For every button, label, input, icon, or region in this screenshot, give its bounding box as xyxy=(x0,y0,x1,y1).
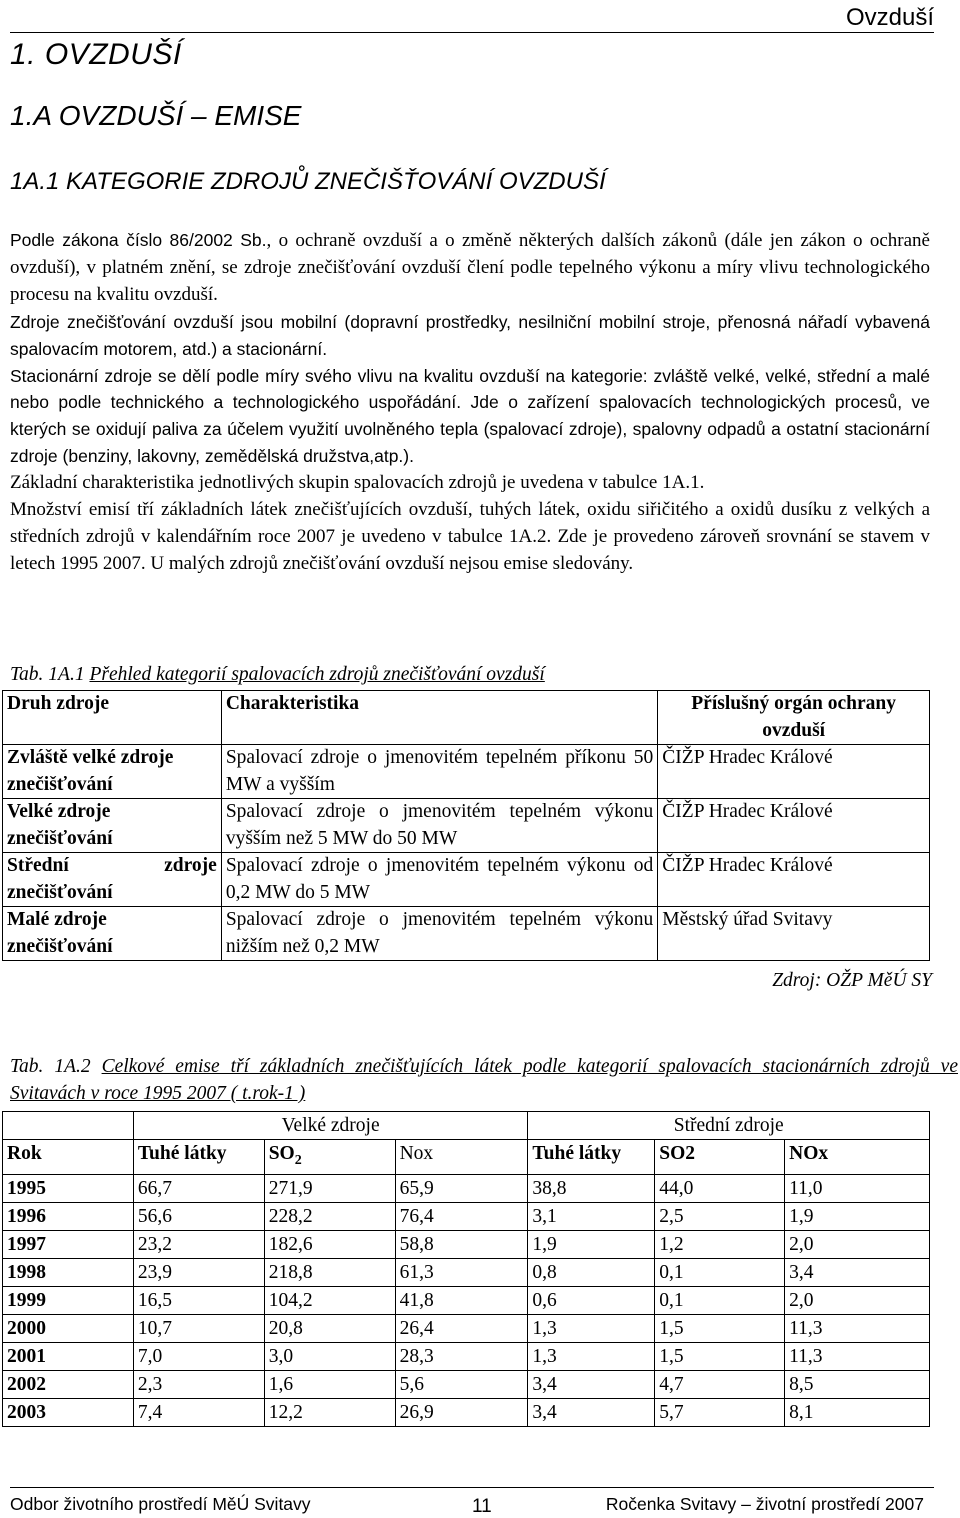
table-cell: 1,2 xyxy=(655,1230,785,1258)
table-cell: 0,8 xyxy=(528,1258,655,1286)
table-cell: 1,3 xyxy=(528,1314,655,1342)
table-cell: 11,3 xyxy=(785,1342,930,1370)
so2-subscript: 2 xyxy=(294,1152,302,1168)
table-cell: Zvláště velké zdroje znečišťování xyxy=(3,745,222,799)
table-cell: 0,1 xyxy=(655,1286,785,1314)
table-cell: 182,6 xyxy=(264,1230,395,1258)
table-cell: 2,0 xyxy=(785,1230,930,1258)
paragraph-4: Základní charakteristika jednotlivých skupin spalovacích zdrojů je uvedena v tabulce 1A.1. xyxy=(10,472,705,494)
table-cell: 10,7 xyxy=(133,1314,264,1342)
paragraph-5: Množství emisí tří základních látek znečišťujících ovzduší, tuhých látek, oxidu siřičitého a oxidů dusíku z velkých a středních zdrojů v kalendářním roce 2007 je uvedeno v tabulce 1A.2. Zde je provedeno zároveň srovnání se stavem v letech 1995 2007. U malých zdrojů znečišťování ovzduší nejsou emise sledovány. xyxy=(10,499,930,574)
table-header-row xyxy=(3,691,930,745)
table-cell: 58,8 xyxy=(395,1230,528,1258)
table-cell: 7,4 xyxy=(133,1398,264,1426)
table-row xyxy=(3,1202,930,1230)
table-cell: 1,9 xyxy=(785,1202,930,1230)
footer-rule xyxy=(10,1487,934,1488)
table-cell: 4,7 xyxy=(655,1370,785,1398)
table-cell: 12,2 xyxy=(264,1398,395,1426)
table-cell: 1,9 xyxy=(528,1230,655,1258)
table-cell: 65,9 xyxy=(395,1174,528,1202)
table-cell: 11,0 xyxy=(785,1174,930,1202)
table-cell: 3,4 xyxy=(785,1258,930,1286)
table-row xyxy=(3,1286,930,1314)
table1-caption xyxy=(10,661,545,688)
table-cell: 28,3 xyxy=(395,1342,528,1370)
table-cell: 20,8 xyxy=(264,1314,395,1342)
table-cell: 11,3 xyxy=(785,1314,930,1342)
body-text xyxy=(10,227,930,578)
table-cell: 0,1 xyxy=(655,1258,785,1286)
year-cell: 2003 xyxy=(3,1398,134,1426)
table-cell: 26,9 xyxy=(395,1398,528,1426)
table-row xyxy=(3,799,930,853)
table2-caption-text: Celkové emise tří základních znečišťujících látek podle kategorií spalovacích stacionárních zdrojů ve Svitavách v roce 1995 2007 ( t.rok-1 ) xyxy=(10,1056,958,1104)
emissions-table xyxy=(2,1111,930,1427)
table-cell: 61,3 xyxy=(395,1258,528,1286)
table-cell: 8,1 xyxy=(785,1398,930,1426)
table-header-cell: SO2 xyxy=(655,1140,785,1175)
subsection-heading: 1A.1 KATEGORIE ZDROJŮ ZNEČIŠŤOVÁNÍ OVZDUŠÍ xyxy=(10,168,606,195)
table-cell: Velké zdroje znečišťování xyxy=(3,799,222,853)
table-cell: 44,0 xyxy=(655,1174,785,1202)
table-header-cell: Druh zdroje xyxy=(3,691,222,745)
table-cell: 218,8 xyxy=(264,1258,395,1286)
group-large-sources: Velké zdroje xyxy=(133,1112,528,1140)
table-cell: Spalovací zdroje o jmenovitém tepelném výkonu od 0,2 MW do 5 MW xyxy=(221,853,657,907)
table-cell xyxy=(3,1112,134,1140)
table-cell: 23,9 xyxy=(133,1258,264,1286)
table-header-cell xyxy=(264,1140,395,1175)
table-cell: 1,6 xyxy=(264,1370,395,1398)
table-row xyxy=(3,1398,930,1426)
table-header-cell: NOx xyxy=(785,1140,930,1175)
table-cell: 8,5 xyxy=(785,1370,930,1398)
table-cell: Spalovací zdroje o jmenovitém tepelném výkonu vyšším než 5 MW do 50 MW xyxy=(221,799,657,853)
year-cell: 2000 xyxy=(3,1314,134,1342)
table-cell: ČIŽP Hradec Králové xyxy=(658,745,930,799)
table-cell: ČIŽP Hradec Králové xyxy=(658,799,930,853)
table1-caption-label: Tab. 1A.1 xyxy=(10,664,85,685)
table-group-row xyxy=(3,1112,930,1140)
table-cell: 3,4 xyxy=(528,1398,655,1426)
table-cell: 271,9 xyxy=(264,1174,395,1202)
table1-source: Zdroj: OŽP MěÚ SY xyxy=(772,970,932,991)
table-cell: 0,6 xyxy=(528,1286,655,1314)
table-row xyxy=(3,1314,930,1342)
table-cell: 26,4 xyxy=(395,1314,528,1342)
table-cell: 56,6 xyxy=(133,1202,264,1230)
chapter-heading: 1. OVZDUŠÍ xyxy=(10,38,182,71)
table-row xyxy=(3,1230,930,1258)
table-cell: 7,0 xyxy=(133,1342,264,1370)
running-header: Ovzduší xyxy=(845,4,934,31)
table-cell: 3,1 xyxy=(528,1202,655,1230)
year-cell: 1996 xyxy=(3,1202,134,1230)
page-number: 11 xyxy=(472,1496,492,1517)
header-rule xyxy=(10,32,934,33)
table-cell: 3,0 xyxy=(264,1342,395,1370)
table-cell: Střední zdroje znečišťování xyxy=(3,853,222,907)
so2-label: SO xyxy=(268,1143,295,1164)
table-cell: 2,5 xyxy=(655,1202,785,1230)
table-cell: Městský úřad Svitavy xyxy=(658,907,930,961)
emissions-table-body xyxy=(3,1174,930,1426)
table-cell: 38,8 xyxy=(528,1174,655,1202)
table-cell: 2,0 xyxy=(785,1286,930,1314)
table-header-cell: Tuhé látky xyxy=(133,1140,264,1175)
table-cell: Spalovací zdroje o jmenovitém tepelném příkonu 50 MW a vyšším xyxy=(221,745,657,799)
table-cell: 66,7 xyxy=(133,1174,264,1202)
paragraph-1-rest: , o ochraně ovzduší a o změně některých dalších zákonů (dále jen zákon o ochraně ovzduší), v platném znění, se zdroje znečišťování ovzduší člení podle tepelného výkonu a míry vlivu technologického procesu na kvalitu ovzduší. xyxy=(10,230,930,305)
year-cell: 1999 xyxy=(3,1286,134,1314)
table-cell: Malé zdroje znečišťování xyxy=(3,907,222,961)
table-header-cell: Charakteristika xyxy=(221,691,657,745)
table-cell: 5,7 xyxy=(655,1398,785,1426)
year-cell: 1995 xyxy=(3,1174,134,1202)
table-header-cell: Nox xyxy=(395,1140,528,1175)
table-cell: 104,2 xyxy=(264,1286,395,1314)
categories-table xyxy=(2,690,930,961)
table-row xyxy=(3,1174,930,1202)
paragraph-2: Zdroje znečišťování ovzduší jsou mobilní (dopravní prostředky, nesilniční mobilní stroje, přenosná nářadí vybavená spalovacím motorem, atd.) a stacionární. xyxy=(10,311,930,359)
table-header-cell: Příslušný orgán ochrany ovzduší xyxy=(658,691,930,745)
group-medium-sources: Střední zdroje xyxy=(528,1112,930,1140)
table-cell: Spalovací zdroje o jmenovitém tepelném výkonu nižším než 0,2 MW xyxy=(221,907,657,961)
table-header-cell: Rok xyxy=(3,1140,134,1175)
table-cell: 1,3 xyxy=(528,1342,655,1370)
table2-caption xyxy=(10,1053,958,1107)
year-cell: 2002 xyxy=(3,1370,134,1398)
paragraph-1 xyxy=(10,227,930,309)
paragraph-1-lead: Podle zákona číslo 86/2002 Sb. xyxy=(10,230,267,250)
table-header-row xyxy=(3,1140,930,1175)
table-cell: 76,4 xyxy=(395,1202,528,1230)
table-header-cell: Tuhé látky xyxy=(528,1140,655,1175)
table-cell: 2,3 xyxy=(133,1370,264,1398)
table1-caption-text: Přehled kategorií spalovacích zdrojů znečišťování ovzduší xyxy=(89,664,545,685)
table-cell: 228,2 xyxy=(264,1202,395,1230)
year-cell: 2001 xyxy=(3,1342,134,1370)
table-cell: 1,5 xyxy=(655,1342,785,1370)
footer-right: Ročenka Svitavy – životní prostředí 2007 xyxy=(605,1494,924,1514)
section-heading: 1.A OVZDUŠÍ – EMISE xyxy=(10,100,302,131)
table-row xyxy=(3,1370,930,1398)
table-row xyxy=(3,745,930,799)
table2-caption-label: Tab. 1A.2 xyxy=(10,1056,91,1077)
table-cell: 5,6 xyxy=(395,1370,528,1398)
table-row xyxy=(3,1342,930,1370)
table-cell: 1,5 xyxy=(655,1314,785,1342)
table-cell: 23,2 xyxy=(133,1230,264,1258)
paragraph-3: Stacionární zdroje se dělí podle míry svého vlivu na kvalitu ovzduší na kategorie: zvláště velké, velké, střední a malé nebo podle technického a technologického uspořádání. Jde o zařízení spalovacích technologických procesů, ve kterých se oxidují paliva za účelem využití uvolněného tepla (spalovací zdroje), spalovny odpadů a ostatní stacionární zdroje (benziny, lakovny, zemědělská družstva,atp.). xyxy=(10,365,930,467)
table-cell: 41,8 xyxy=(395,1286,528,1314)
footer-left: Odbor životního prostředí MěÚ Svitavy xyxy=(10,1494,311,1514)
table-cell: 3,4 xyxy=(528,1370,655,1398)
table-row xyxy=(3,853,930,907)
year-cell: 1998 xyxy=(3,1258,134,1286)
year-cell: 1997 xyxy=(3,1230,134,1258)
table-cell: ČIŽP Hradec Králové xyxy=(658,853,930,907)
table-row xyxy=(3,907,930,961)
table-row xyxy=(3,1258,930,1286)
table-cell: 16,5 xyxy=(133,1286,264,1314)
